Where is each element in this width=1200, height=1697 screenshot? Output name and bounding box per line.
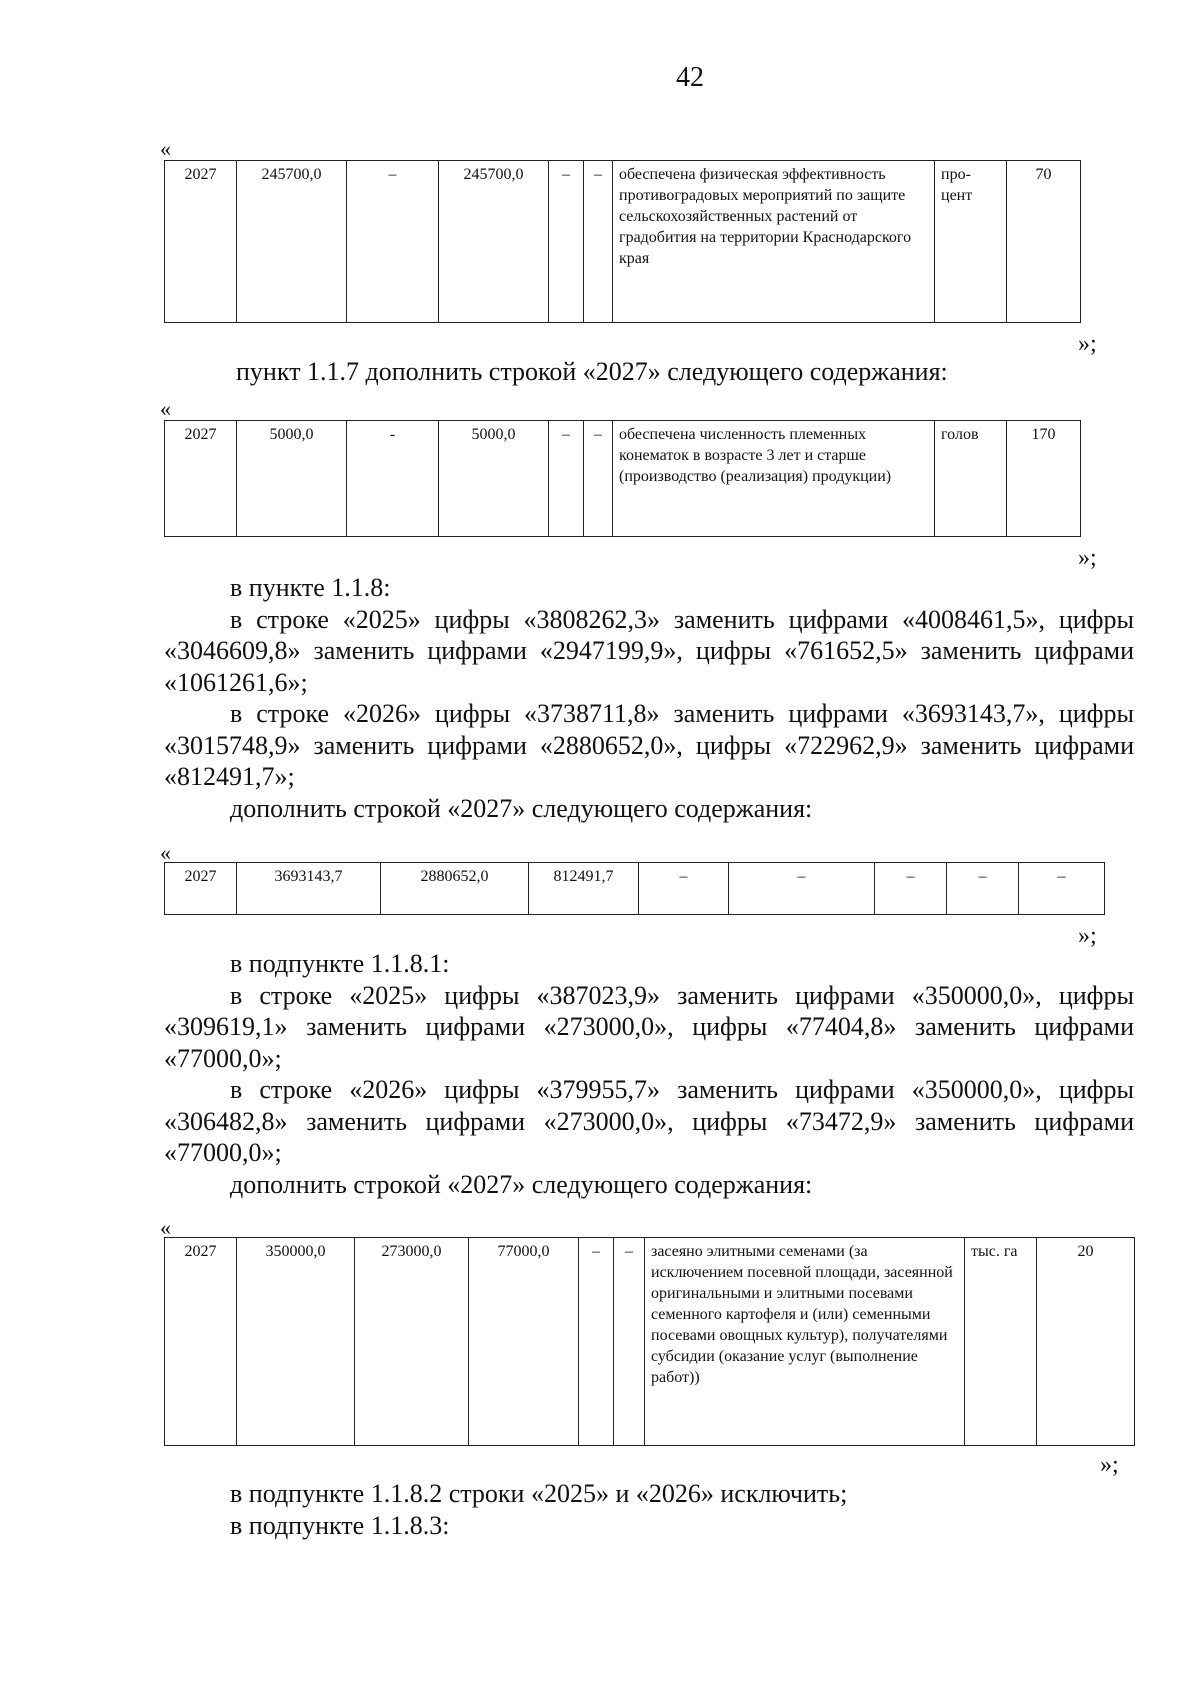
cell-total: 350000,0 (237, 1238, 355, 1446)
cell-year: 2027 (165, 421, 237, 537)
cell-dash: – (639, 863, 729, 915)
quote-open: « (160, 840, 171, 865)
cell-unit: тыс. га (965, 1238, 1037, 1446)
paragraph: в подпункте 1.1.8.3: (230, 1510, 450, 1540)
paragraph: пункт 1.1.7 дополнить строкой «2027» следующего содержания: (236, 357, 948, 386)
text-block (164, 948, 1134, 1200)
paragraph: в подпункте 1.1.8.1: (230, 949, 450, 978)
paragraph: в пункте 1.1.8: (230, 573, 391, 602)
paragraph: в строке «2025» цифры «387023,9» заменить цифрами «350000,0», цифры «309619,1» заменить цифрами «273000,0», цифры «77404,8» заменить цифрами «77000,0»; (164, 980, 1134, 1073)
text-block (164, 1478, 1134, 1541)
quote-open: « (160, 136, 171, 161)
cell-total: 245700,0 (237, 161, 347, 323)
cell-amount: 77000,0 (469, 1238, 579, 1446)
cell-dash: – (347, 161, 439, 323)
table-row-3 (164, 862, 1105, 915)
cell-dash: – (579, 1238, 614, 1446)
cell-dash: – (1019, 863, 1105, 915)
cell-amount: 245700,0 (439, 161, 549, 323)
cell-dash: – (584, 421, 613, 537)
cell-dash: – (875, 863, 947, 915)
cell-year: 2027 (165, 863, 237, 915)
cell-description: засеяно элитными семенами (за исключением посевной площади, засеянной оригинальными и элитными посевами семенного картофеля и (или) семенными посевами овощных культур), получателями субсидии (оказание услуг (выполнение работ)) (645, 1238, 965, 1446)
cell-dash: – (614, 1238, 645, 1446)
quote-close: »; (1100, 1452, 1119, 1478)
paragraph: в подпункте 1.1.8.2 строки «2025» и «2026» исключить; (230, 1479, 848, 1508)
quote-close: »; (1078, 923, 1097, 949)
paragraph: дополнить строкой «2027» следующего содержания: (230, 1169, 813, 1199)
quote-close: »; (1078, 331, 1097, 357)
cell-total: 5000,0 (237, 421, 347, 537)
cell-unit: про-цент (935, 161, 1007, 323)
cell-dash: – (549, 421, 584, 537)
cell-description: обеспечена физическая эффективность противоградовых мероприятий по защите сельскохозяйственных растений от градобития на территории Краснодарского края (613, 161, 935, 323)
cell-dash: – (549, 161, 584, 323)
cell-amount: 2880652,0 (381, 863, 529, 915)
table-row-2 (164, 420, 1081, 537)
cell-dash: – (584, 161, 613, 323)
paragraph: дополнить строкой «2027» следующего содержания: (230, 793, 813, 823)
paragraph: в строке «2025» цифры «3808262,3» заменить цифрами «4008461,5», цифры «3046609,8» заменить цифрами «2947199,9», цифры «761652,5» заменить цифрами «1061261,6»; (164, 604, 1134, 697)
quote-open: « (160, 1215, 171, 1240)
cell-amount: 5000,0 (439, 421, 549, 537)
quote-open: « (160, 396, 171, 421)
cell-amount: 273000,0 (355, 1238, 469, 1446)
cell-amount: 812491,7 (529, 863, 639, 915)
paragraph: в строке «2026» цифры «3738711,8» заменить цифрами «3693143,7», цифры «3015748,9» заменить цифрами «2880652,0», цифры «722962,9» заменить цифрами «812491,7»; (164, 699, 1134, 791)
quote-close: »; (1078, 545, 1097, 571)
table-row-1 (164, 160, 1081, 323)
text-block (164, 572, 1134, 824)
table-row-4 (164, 1237, 1135, 1446)
cell-dash: – (729, 863, 875, 915)
cell-dash: – (947, 863, 1019, 915)
cell-value: 70 (1007, 161, 1081, 323)
page-number: 42 (676, 62, 704, 93)
cell-year: 2027 (165, 1238, 237, 1446)
cell-total: 3693143,7 (237, 863, 381, 915)
cell-unit: голов (935, 421, 1007, 537)
cell-description: обеспечена численность племенных конематок в возрасте 3 лет и старше (производство (реализация) продукции) (613, 421, 935, 537)
cell-value: 170 (1007, 421, 1081, 537)
cell-year: 2027 (165, 161, 237, 323)
cell-dash: - (347, 421, 439, 537)
paragraph: в строке «2026» цифры «379955,7» заменить цифрами «350000,0», цифры «306482,8» заменить цифрами «273000,0», цифры «73472,9» заменить цифрами «77000,0»; (164, 1075, 1134, 1167)
cell-value: 20 (1037, 1238, 1135, 1446)
